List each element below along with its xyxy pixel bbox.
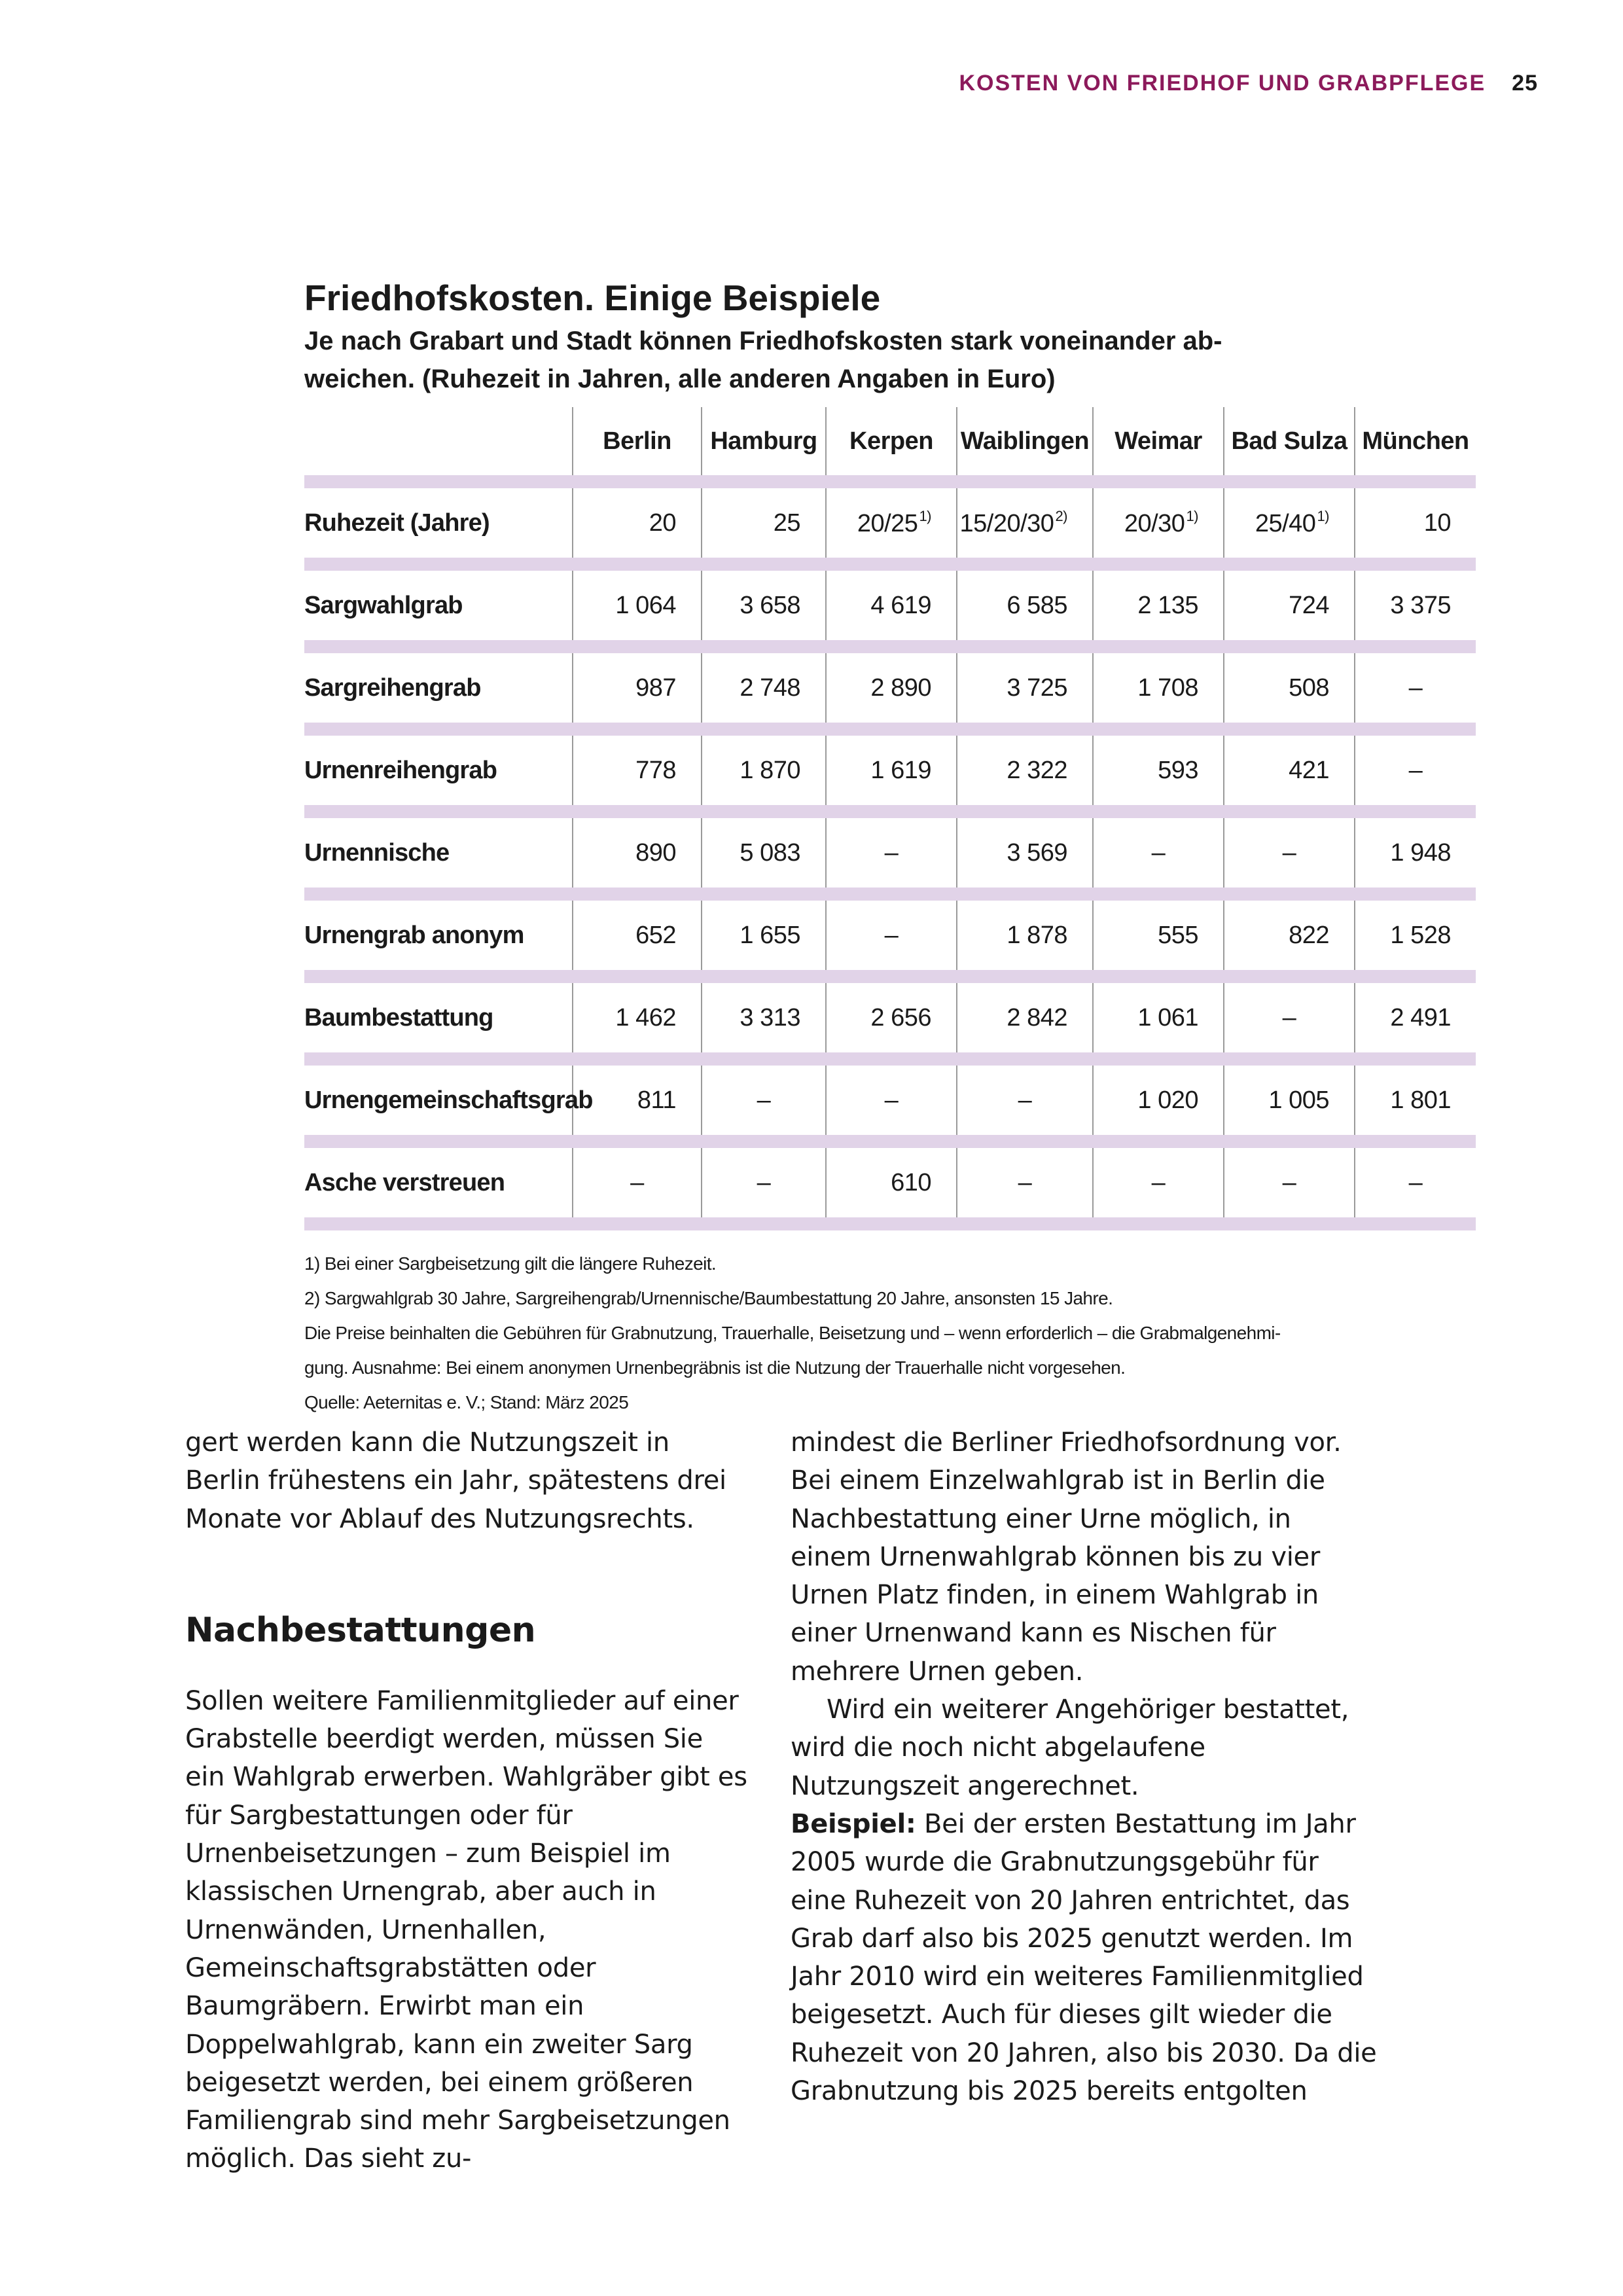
table-cell: 890 (573, 812, 702, 894)
table-row (304, 564, 1476, 647)
table-cell: 20 (573, 482, 702, 564)
column-header: Weimar (1093, 407, 1224, 482)
column-header: Bad Sulza (1224, 407, 1355, 482)
footnote-line: Die Preise beinhalten die Gebühren für Grabnutzung, Trauerhalle, Beisetzung und – wenn erforderlich – die Grabmalgenehmi- (304, 1323, 1281, 1343)
cost-table-block (304, 275, 1476, 1420)
table-cell: – (826, 894, 957, 977)
column-header: Waiblingen (957, 407, 1093, 482)
table-corner-cell (304, 407, 573, 482)
table-cell: 555 (1093, 894, 1224, 977)
row-label: Sargreihengrab (304, 647, 573, 729)
example-label: Beispiel: (791, 1808, 916, 1839)
table-cell: 1 020 (1093, 1059, 1224, 1141)
table-subtitle: Je nach Grabart und Stadt können Friedhofskosten stark voneinander ab- weichen. (Ruhezeit in Jahren, alle anderen Angaben in Euro) (304, 327, 1222, 393)
row-label: Urnenreihengrab (304, 729, 573, 812)
table-cell: 3 725 (957, 647, 1093, 729)
row-label: Ruhezeit (Jahre) (304, 482, 573, 564)
table-cell: 1 005 (1224, 1059, 1355, 1141)
row-label: Sargwahlgrab (304, 564, 573, 647)
table-cell: 25/40$^{1)}$ (1224, 482, 1355, 564)
table-row (304, 729, 1476, 812)
footnote-marker: 2) (1055, 508, 1067, 524)
row-label: Baumbestattung (304, 977, 573, 1059)
cost-table (304, 407, 1476, 1230)
table-cell: – (1224, 812, 1355, 894)
row-label: Asche verstreuen (304, 1141, 573, 1224)
table-cell: 811 (573, 1059, 702, 1141)
right-paragraph-2: Wird ein weiterer Angehöriger bestattet, wird die noch nicht abgelaufene Nutzungszeit angerechnet. (791, 1695, 1349, 1801)
table-cell: – (573, 1141, 702, 1224)
table-cell: – (826, 812, 957, 894)
body-column-left (185, 1424, 748, 2178)
table-cell: 822 (1224, 894, 1355, 977)
table-cell: 2 890 (826, 647, 957, 729)
table-cell: 778 (573, 729, 702, 812)
table-row (304, 647, 1476, 729)
table-cell: – (1355, 729, 1476, 812)
table-cell: 3 569 (957, 812, 1093, 894)
table-cell: 724 (1224, 564, 1355, 647)
table-cell: 2 656 (826, 977, 957, 1059)
table-row (304, 1059, 1476, 1141)
body-column-right (791, 1424, 1380, 2110)
table-cell: – (826, 1059, 957, 1141)
table-cell: 2 491 (1355, 977, 1476, 1059)
footnote-marker: 1) (1186, 508, 1198, 524)
table-cell: 1 878 (957, 894, 1093, 977)
footnote-marker: 1) (919, 508, 931, 524)
table-cell: – (1224, 1141, 1355, 1224)
table-cell: 15/20/30$^{2)}$ (957, 482, 1093, 564)
table-cell: 987 (573, 647, 702, 729)
running-head (913, 71, 1538, 96)
section-heading: Nachbestattungen (185, 1610, 536, 1650)
row-label: Urnengrab anonym (304, 894, 573, 977)
footnote-line: gung. Ausnahme: Bei einem anonymen Urnenbegräbnis ist die Nutzung der Trauerhalle nicht vorgesehen. (304, 1357, 1126, 1378)
table-cell: 3 375 (1355, 564, 1476, 647)
table-cell: 1 870 (702, 729, 826, 812)
table-cell: 1 801 (1355, 1059, 1476, 1141)
table-cell: 1 061 (1093, 977, 1224, 1059)
table-cell: – (957, 1059, 1093, 1141)
table-cell: – (702, 1059, 826, 1141)
section-title: KOSTEN VON FRIEDHOF UND GRABPFLEGE (959, 71, 1486, 96)
table-cell: 2 748 (702, 647, 826, 729)
table-cell: 5 083 (702, 812, 826, 894)
table-cell: – (1224, 977, 1355, 1059)
column-header: Kerpen (826, 407, 957, 482)
table-cell: 2 322 (957, 729, 1093, 812)
table-header-row (304, 407, 1476, 482)
table-cell: 20/25$^{1)}$ (826, 482, 957, 564)
example-text: Bei der ersten Bestattung im Jahr 2005 wurde die Grabnutzungsgebühr für eine Ruhezeit von 20 Jahren entrichtet, das Grab darf also bis 2025 genutzt werden. Im Jahr 2010 wird ein weiteres Familienmitglied beigesetzt. Auch für dieses gilt wieder die Ruhezeit von 20 Jahren, also bis 2030. Da die Grabnutzung bis 2025 bereits entgolten (791, 1808, 1377, 2107)
table-row (304, 1141, 1476, 1224)
table-cell: 3 313 (702, 977, 826, 1059)
right-paragraph-1: mindest die Berliner Friedhofsordnung vor. Bei einem Einzelwahlgrab ist in Berlin die Nachbestattung einer Urne möglich, in einem Urnenwahlgrab können bis zu vier Urnen Platz finden, in einem Wahlgrab in einer Urnenwand kann es Nischen für mehrere Urnen geben. (791, 1427, 1342, 1687)
column-header: Hamburg (702, 407, 826, 482)
table-cell: 421 (1224, 729, 1355, 812)
table-cell: 2 135 (1093, 564, 1224, 647)
table-row (304, 482, 1476, 564)
table-cell: 25 (702, 482, 826, 564)
table-cell: 1 528 (1355, 894, 1476, 977)
table-cell: 1 948 (1355, 812, 1476, 894)
table-cell: – (702, 1141, 826, 1224)
table-cell: 1 462 (573, 977, 702, 1059)
table-cell: 6 585 (957, 564, 1093, 647)
row-label: Urnennische (304, 812, 573, 894)
table-cell: 508 (1224, 647, 1355, 729)
column-header: München (1355, 407, 1476, 482)
table-cell: 652 (573, 894, 702, 977)
table-cell: 610 (826, 1141, 957, 1224)
table-cell: 2 842 (957, 977, 1093, 1059)
table-cell: – (957, 1141, 1093, 1224)
table-cell: 20/30$^{1)}$ (1093, 482, 1224, 564)
table-cell: 10 (1355, 482, 1476, 564)
footnote-line: 2) Sargwahlgrab 30 Jahre, Sargreihengrab/Urnennische/Baumbestattung 20 Jahre, ansonsten 15 Jahre. (304, 1288, 1113, 1308)
table-cell: 593 (1093, 729, 1224, 812)
table-cell: 4 619 (826, 564, 957, 647)
table-cell: 1 708 (1093, 647, 1224, 729)
table-cell: 3 658 (702, 564, 826, 647)
column-header: Berlin (573, 407, 702, 482)
left-intro-paragraph: gert werden kann die Nutzungszeit in Berlin frühestens ein Jahr, spätestens drei Monate vor Ablauf des Nutzungsrechts. (185, 1427, 726, 1534)
table-cell: – (1355, 1141, 1476, 1224)
table-row (304, 812, 1476, 894)
table-cell: – (1093, 812, 1224, 894)
table-cell: 1 655 (702, 894, 826, 977)
table-row (304, 977, 1476, 1059)
footnote-line: 1) Bei einer Sargbeisetzung gilt die längere Ruhezeit. (304, 1253, 717, 1274)
footnote-marker: 1) (1317, 508, 1329, 524)
page-number: 25 (1512, 71, 1538, 96)
table-title: Friedhofskosten. Einige Beispiele (304, 278, 881, 318)
table-row (304, 894, 1476, 977)
table-cell: – (1093, 1141, 1224, 1224)
row-label: Urnengemeinschaftsgrab (304, 1059, 573, 1141)
example-paragraph (791, 1805, 1380, 2110)
table-cell: 1 619 (826, 729, 957, 812)
table-cell: – (1355, 647, 1476, 729)
table-footnotes (304, 1246, 1476, 1420)
footnote-line: Quelle: Aeternitas e. V.; Stand: März 2025 (304, 1392, 629, 1412)
left-paragraph: Sollen weitere Familienmitglieder auf einer Grabstelle beerdigt werden, müssen Sie ein Wahlgrab erwerben. Wahlgräber gibt es für Sargbestattungen oder für Urnenbeisetzungen – zum Beispiel im klassischen Urnengrab, aber auch in Urnenwänden, Urnenhallen, Gemeinschaftsgrabstätten oder Baumgräbern. Erwirbt man ein Doppelwahlgrab, kann ein zweiter Sarg beigesetzt werden, bei einem größeren Familiengrab sind mehr Sargbeisetzungen möglich. Das sieht zu- (185, 1685, 747, 2174)
table-cell: 1 064 (573, 564, 702, 647)
